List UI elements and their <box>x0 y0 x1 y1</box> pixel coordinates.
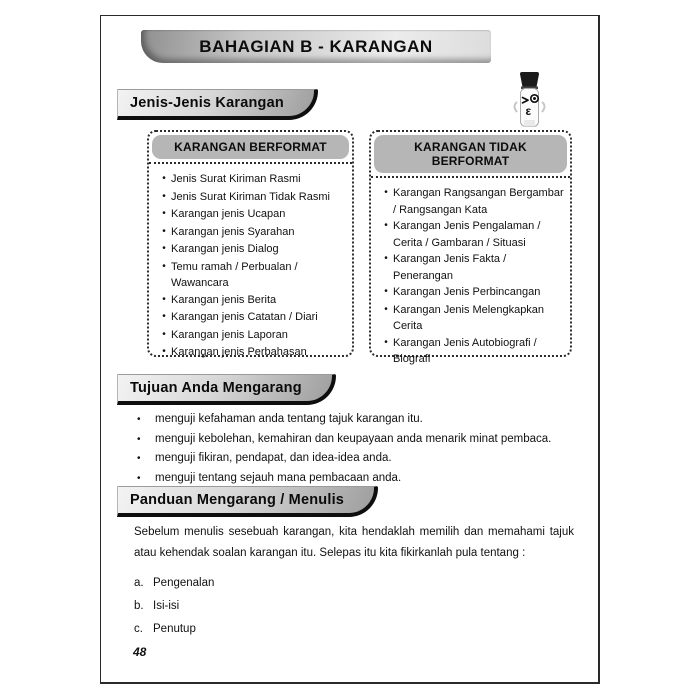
berformat-item-list <box>149 164 352 362</box>
bullet-icon <box>379 185 393 218</box>
list-item <box>157 224 348 242</box>
list-item-label: Penutup <box>153 623 196 635</box>
list-item-label: Karangan jenis Ucapan <box>171 208 286 220</box>
list-item <box>379 251 566 284</box>
book-page <box>100 15 600 684</box>
bullet-icon <box>157 206 171 224</box>
bullet-icon <box>379 335 393 368</box>
bullet-icon <box>157 189 171 207</box>
bullet-icon <box>379 218 393 251</box>
section-banner-jenis: Jenis-Jenis Karangan <box>117 89 318 120</box>
list-item <box>157 292 348 310</box>
list-item-label: Karangan Jenis Melengkapkan Cerita <box>393 303 545 332</box>
list-item <box>134 430 584 450</box>
bullet-icon <box>134 430 155 450</box>
list-item-label: Karangan jenis Dialog <box>171 243 279 255</box>
list-item-prefix: c. <box>134 623 143 635</box>
list-item-prefix: b. <box>134 600 144 612</box>
bullet-icon <box>157 327 171 345</box>
mascot-mouth: ε <box>525 104 532 118</box>
bullet-icon <box>157 292 171 310</box>
list-item <box>134 572 214 595</box>
list-item-label: Pengenalan <box>153 577 215 589</box>
list-item-label: Isi-isi <box>153 600 180 612</box>
bullet-icon <box>134 410 155 430</box>
list-item <box>134 410 584 430</box>
list-item-label: menguji kefahaman anda tentang tajuk karangan itu. <box>155 413 423 425</box>
list-item-label: Jenis Surat Kiriman Rasmi <box>171 173 301 185</box>
list-item-label: menguji tentang sejauh mana pembacaan anda. <box>155 471 402 484</box>
list-item-label: Karangan Rangsangan Bergambar / Rangsangan Kata <box>393 187 564 216</box>
list-item-label: Karangan jenis Berita <box>171 293 277 306</box>
list-item <box>157 241 348 259</box>
list-item-label: Karangan Jenis Fakta / Penerangan <box>393 253 507 282</box>
list-item <box>157 327 348 345</box>
list-item-label: Karangan jenis Laporan <box>171 328 288 341</box>
bullet-icon <box>157 224 171 242</box>
list-item-label: Karangan Jenis Perbincangan <box>393 286 541 298</box>
list-item <box>157 206 348 224</box>
bullet-icon <box>157 241 171 259</box>
list-item <box>379 302 566 335</box>
bullet-icon <box>134 449 155 469</box>
list-item-label: Karangan jenis Catatan / Diari <box>171 311 318 323</box>
page-number: 48 <box>133 645 147 659</box>
list-item <box>134 449 584 469</box>
box-header-wrap <box>149 132 352 164</box>
section-banner-panduan: Panduan Mengarang / Menulis <box>117 486 378 517</box>
list-item <box>379 284 566 302</box>
karangan-berformat-box <box>147 130 354 357</box>
page-title-banner <box>141 30 491 63</box>
bullet-icon <box>379 251 393 284</box>
tujuan-bullet-list <box>134 410 584 488</box>
list-item-label: Temu ramah / Perbualan / Wawancara <box>171 260 298 289</box>
list-item-label: Jenis Surat Kiriman Tidak Rasmi <box>171 190 330 203</box>
bullet-icon <box>157 309 171 327</box>
list-item-label: Karangan jenis Syarahan <box>171 225 295 238</box>
section-banner-tujuan: Tujuan Anda Mengarang <box>117 374 336 405</box>
list-item-label: menguji kebolehan, kemahiran dan keupayaan anda menarik minat pembaca. <box>155 432 552 445</box>
list-item <box>379 185 566 218</box>
bullet-icon <box>379 284 393 302</box>
list-item <box>379 335 566 368</box>
tidak-berformat-item-list <box>371 178 570 368</box>
list-item-label: Karangan Jenis Pengalaman / Cerita / Gambaran / Situasi <box>393 220 541 249</box>
box-title: KARANGAN TIDAK BERFORMAT <box>374 135 567 173</box>
list-item <box>157 189 348 207</box>
panduan-outline-list <box>134 572 214 641</box>
list-item <box>379 218 566 251</box>
box-title: KARANGAN BERFORMAT <box>152 135 349 159</box>
bullet-icon <box>379 302 393 335</box>
bullet-icon <box>157 344 171 362</box>
karangan-tidak-berformat-box <box>369 130 572 365</box>
list-item <box>157 259 348 292</box>
list-item-prefix: a. <box>134 577 144 589</box>
list-item <box>157 309 348 327</box>
list-item-label: menguji fikiran, pendapat, dan idea-idea anda. <box>155 452 392 464</box>
list-item <box>134 595 214 618</box>
page-title: BAHAGIAN B - KARANGAN <box>199 37 433 56</box>
panduan-paragraph: Sebelum menulis sesebuah karangan, kita hendaklah memilih dan memahami tajuk atau kehendak soalan karangan itu. Selepas itu kita fikirkanlah pula tentang : <box>134 526 574 559</box>
list-item <box>157 344 348 362</box>
bullet-icon <box>157 259 171 292</box>
list-item <box>157 171 348 189</box>
list-item-label: Karangan jenis Perbahasan <box>171 346 307 358</box>
bullet-icon <box>157 171 171 189</box>
list-item-label: Karangan Jenis Autobiografi / Biografi <box>393 336 537 365</box>
list-item <box>134 618 214 641</box>
box-header-wrap <box>371 132 570 178</box>
